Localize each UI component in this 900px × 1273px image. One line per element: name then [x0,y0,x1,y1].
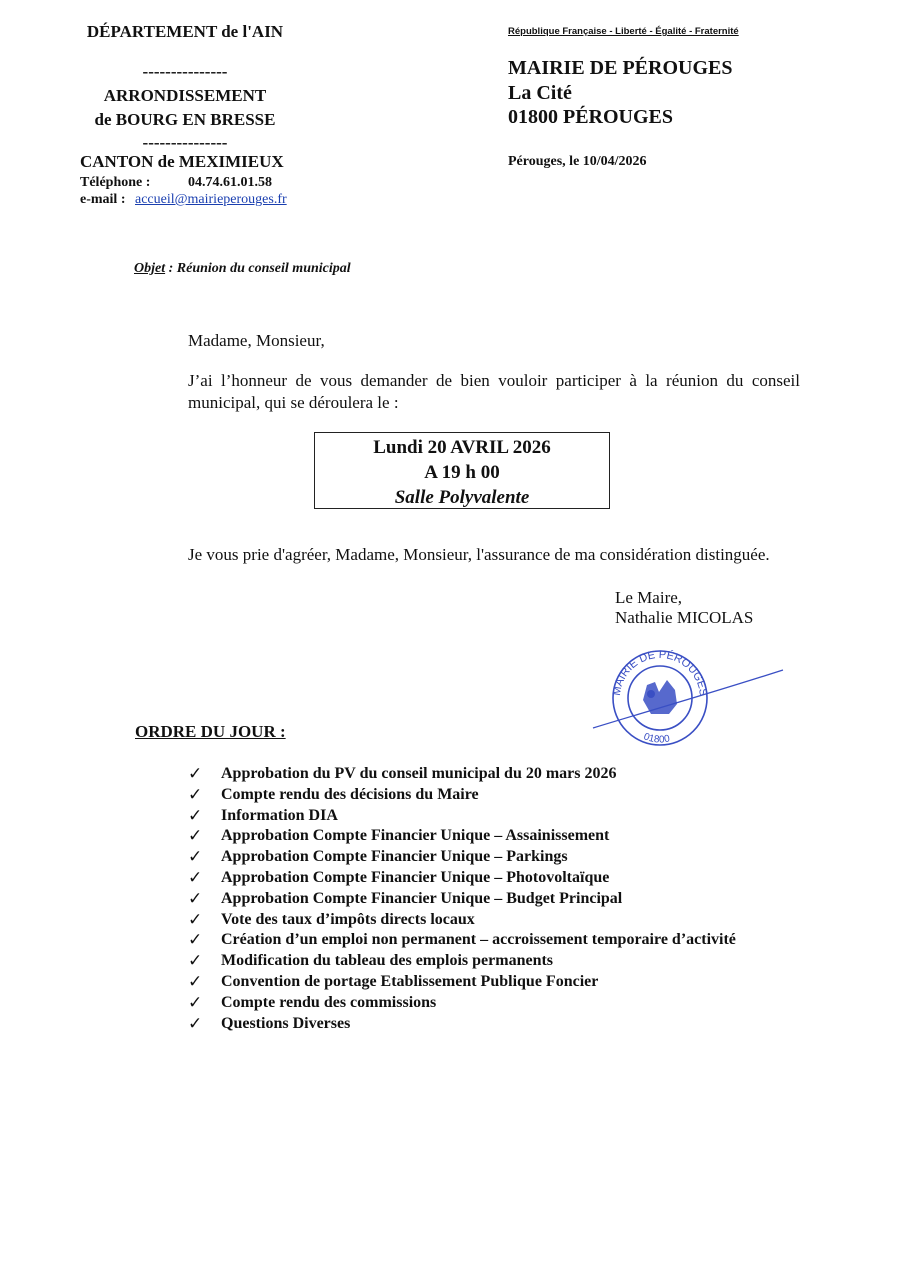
closing-paragraph: Je vous prie d'agréer, Madame, Monsieur, l'assurance de ma considération distinguée. [188,545,770,564]
header-separator: --------------- [142,62,228,81]
email-line [80,192,287,208]
agenda-item-text: Convention de portage Etablissement Publique Foncier [221,972,599,990]
agenda-item [188,806,736,827]
phone-line [80,175,272,191]
signatory-name: Nathalie MICOLAS [615,608,754,627]
agenda-item [188,785,736,806]
agenda-item-text: Compte rendu des décisions du Maire [221,785,479,803]
subject-line [134,261,351,277]
stamp-text-top: MAIRIE DE PÉROUGES [610,648,710,697]
agenda-item [188,1014,736,1035]
checkmark-icon: ✓ [188,764,203,783]
agenda-item-text: Modification du tableau des emplois permanents [221,952,554,970]
agenda-item-text: Approbation Compte Financier Unique – Budget Principal [221,889,623,907]
arrondissement-line2: de BOURG EN BRESSE [94,110,276,129]
subject-text: : Réunion du conseil municipal [165,261,351,276]
agenda-item-text: Questions Diverses [221,1014,351,1032]
agenda-item-text: Approbation Compte Financier Unique – Assainissement [221,827,610,845]
signatory-title: Le Maire, [615,588,683,607]
agenda-item [188,764,736,785]
agenda-item [188,910,736,931]
checkmark-icon: ✓ [188,784,203,804]
agenda-item [188,868,736,889]
invitation-paragraph: J’ai l’honneur de vous demander de bien vouloir participer à la réunion du conseil municipal, qui se déroulera le : [188,371,800,412]
subject-label: Objet [134,261,166,276]
mairie-title: MAIRIE DE PÉROUGES [508,57,733,79]
stamp-text-bottom: 01800 [641,731,671,746]
agenda-item [188,993,736,1014]
agenda-item [188,847,736,868]
canton-title: CANTON de MEXIMIEUX [80,152,284,171]
checkmark-icon: ✓ [188,951,203,971]
meeting-box [314,432,610,509]
checkmark-icon: ✓ [188,992,203,1012]
republic-motto: République Française - Liberté - Égalité - Fraternité [508,26,739,37]
checkmark-icon: ✓ [188,909,203,929]
phone-value: 04.74.61.01.58 [188,175,272,190]
agenda-item [188,972,736,993]
agenda-item [188,889,736,910]
meeting-time: A 19 h 00 [424,462,500,483]
address-line1: La Cité [508,82,572,104]
checkmark-icon: ✓ [188,888,203,908]
checkmark-icon: ✓ [188,930,203,950]
checkmark-icon: ✓ [188,826,203,846]
agenda-item-text: Création d’un emploi non permanent – accroissement temporaire d’activité [221,931,736,949]
agenda-item [188,826,736,847]
agenda-item [188,930,736,951]
email-label: e-mail : [80,192,126,207]
arrondissement-line1: ARRONDISSEMENT [103,86,267,105]
agenda-item-text: Approbation Compte Financier Unique – Photovoltaïque [221,868,610,886]
greeting: Madame, Monsieur, [188,331,325,350]
phone-label: Téléphone : [80,175,151,190]
header-separator-2: --------------- [142,133,228,152]
agenda-item-text: Compte rendu des commissions [221,993,437,1011]
agenda-item [188,951,736,972]
departement-title: DÉPARTEMENT de l'AIN [86,22,284,41]
agenda-item-text: Approbation Compte Financier Unique – Parkings [221,848,568,866]
checkmark-icon: ✓ [188,867,203,887]
email-link[interactable]: accueil@mairieperouges.fr [135,192,287,207]
checkmark-icon: ✓ [188,1013,203,1033]
agenda-item-text: Vote des taux d’impôts directs locaux [221,910,475,928]
agenda-item-text: Information DIA [221,806,338,824]
agenda-item-text: Approbation du PV du conseil municipal du 20 mars 2026 [221,765,617,782]
mairie-stamp [585,640,785,750]
checkmark-icon: ✓ [188,805,203,825]
agenda-list [188,764,736,1034]
meeting-date: Lundi 20 AVRIL 2026 [373,437,551,458]
letter-date: Pérouges, le 10/04/2026 [508,154,647,169]
meeting-place: Salle Polyvalente [394,487,530,508]
address-line2: 01800 PÉROUGES [508,106,674,128]
checkmark-icon: ✓ [188,971,203,991]
stamp-emblem [643,680,677,714]
signature-stroke [593,670,783,728]
agenda-title: ORDRE DU JOUR : [135,722,286,741]
checkmark-icon: ✓ [188,847,203,867]
